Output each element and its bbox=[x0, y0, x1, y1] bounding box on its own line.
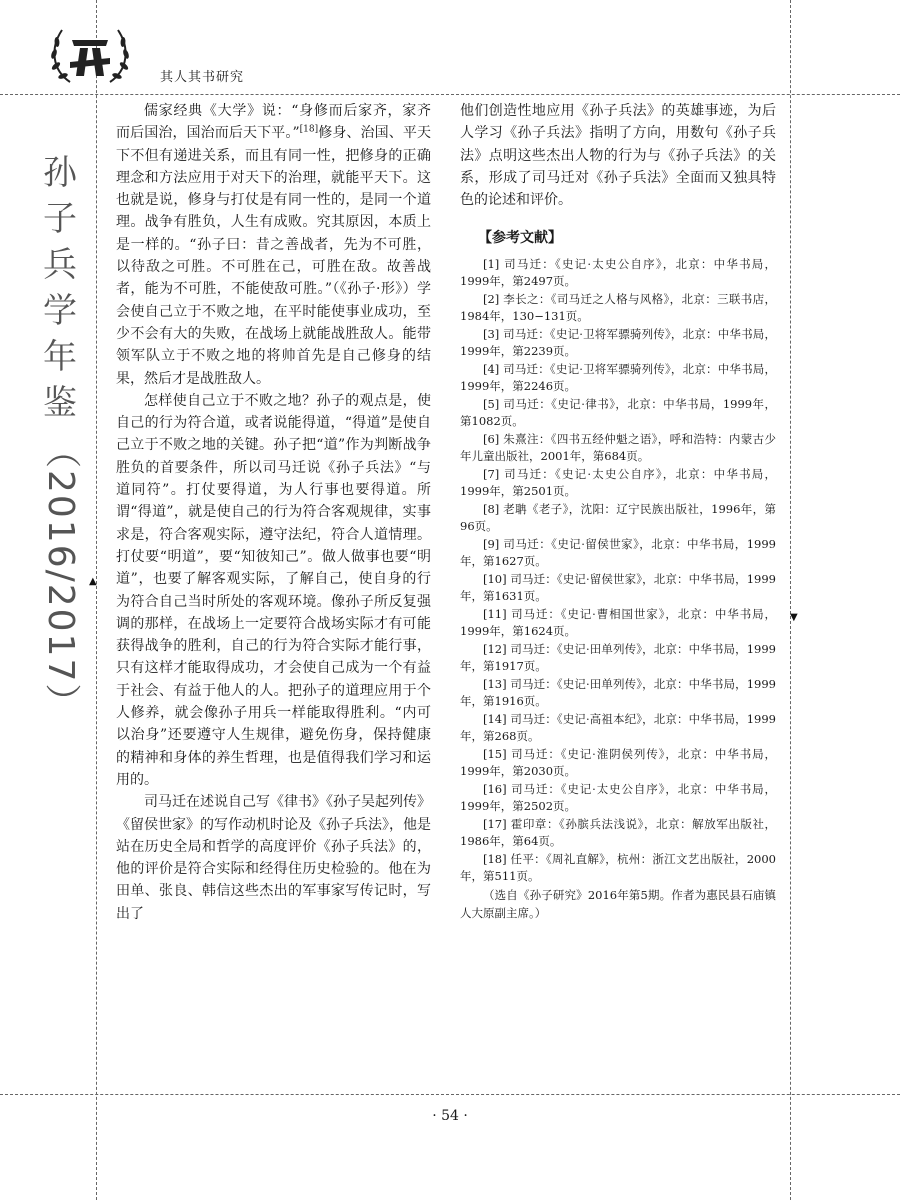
reference-item: [10] 司马迁：《史记·留侯世家》，北京：中华书局，1999年，第1631页。 bbox=[460, 571, 776, 604]
triangle-up-icon: ▲ bbox=[89, 576, 97, 587]
reference-item: [11] 司马迁：《史记·曹相国世家》，北京：中华书局，1999年，第1624页。 bbox=[460, 606, 776, 639]
section-title: 其人其书研究 bbox=[160, 70, 245, 85]
margin-rule-right bbox=[790, 0, 791, 1200]
reference-item: [3] 司马迁：《史记·卫将军骠骑列传》，北京：中华书局，1999年，第2239页。 bbox=[460, 326, 776, 359]
paragraph: 司马迁在述说自己写《律书》《孙子吴起列传》《留侯世家》的写作动机时论及《孙子兵法》，他是站在历史全局和哲学的高度评价《孙子兵法》的，他的评价是符合实际和经得住历史检验的。他在为田单、张良、韩信这些杰出的军事家写传记时，写出了 bbox=[116, 794, 431, 922]
quote-text: 儒家经典《大学》说：“身修而后家齐，家齐而后国治，国治而后天下平。” bbox=[116, 103, 431, 142]
paragraph: 怎样使自己立于不败之地？孙子的观点是，使自己的行为符合道，或者说能得道，“得道”是使自己立于不败之地的关键。孙子把“道”作为判断战争胜负的首要条件，所以司马迁说《孙子兵法》“与道同符”。打仗要得道，为人行事也要得道。所谓“得道”，就是使自己的行为符合客观规律，实事求是，符合客观实际，遵守法纪，符合人道情理。打仗要“明道”，要“知彼知己”。做人做事也要“明道”，也要了解客观实际，了解自己，使自身的行为符合自己当时所处的客观环境。像孙子所反复强调的那样，在战场上一定要符合战场实际才有可能获得战争的胜利，自己的行为符合实际才能行事，只有这样才能取得成功，才会使自己成为一个有益于社会、有益于他人的人。把孙子的道理应用于个人修养，就会像孙子用兵一样能取得胜利。“内可以治身”还要遵守人生规律，避免伤身，保持健康的精神和身体的养生哲理，也是值得我们学习和运用的。 bbox=[116, 392, 431, 788]
side-title-char: 年 bbox=[43, 337, 77, 377]
reference-item: [9] 司马迁：《史记·留侯世家》，北京：中华书局，1999年，第1627页。 bbox=[460, 536, 776, 569]
triangle-down-icon: ▼ bbox=[790, 612, 798, 623]
side-title-char: 鉴 bbox=[43, 383, 77, 423]
reference-item: [5] 司马迁：《史记·律书》，北京：中华书局，1999年，第1082页。 bbox=[460, 396, 776, 429]
reference-item: [2] 李长之：《司马迁之人格与风格》，北京：三联书店，1984年，130−131页。 bbox=[460, 291, 776, 324]
reference-item: [7] 司马迁：《史记·太史公自序》，北京：中华书局，1999年，第2501页。 bbox=[460, 466, 776, 499]
right-text-column bbox=[460, 100, 776, 922]
left-text-column bbox=[116, 100, 431, 925]
paragraph bbox=[116, 100, 431, 390]
reference-item: [6] 朱熹注：《四书五经仲魁之语》，呼和浩特：内蒙古少年儿童出版社，2001年，第684页。 bbox=[460, 431, 776, 464]
header-rule bbox=[0, 94, 900, 95]
references-list bbox=[460, 256, 776, 886]
yearbook-logo-icon bbox=[40, 18, 140, 90]
side-title-char: 子 bbox=[43, 199, 77, 239]
margin-rule-left bbox=[96, 0, 97, 1200]
side-title-year: （2016/2017） bbox=[40, 432, 81, 722]
references-heading: 【参考文献】 bbox=[478, 230, 562, 247]
reference-item: [4] 司马迁：《史记·卫将军骠骑列传》，北京：中华书局，1999年，第2246页。 bbox=[460, 361, 776, 394]
reference-item: [14] 司马迁：《史记·高祖本纪》，北京：中华书局，1999年，第268页。 bbox=[460, 711, 776, 744]
reference-item: [12] 司马迁：《史记·田单列传》，北京：中华书局，1999年，第1917页。 bbox=[460, 641, 776, 674]
source-note: （选自《孙子研究》2016年第5期。作者为惠民县石庙镇人大原副主席。） bbox=[460, 887, 776, 920]
reference-item: [1] 司马迁：《史记·太史公自序》，北京：中华书局，1999年，第2497页。 bbox=[460, 256, 776, 289]
reference-item: [8] 老聃《老子》，沈阳：辽宁民族出版社，1996年，第96页。 bbox=[460, 501, 776, 534]
yearbook-side-title bbox=[30, 150, 90, 721]
reference-item: [15] 司马迁：《史记·淮阴侯列传》，北京：中华书局，1999年，第2030页。 bbox=[460, 746, 776, 779]
side-title-char: 孙 bbox=[43, 153, 77, 193]
side-title-char: 学 bbox=[43, 291, 77, 331]
reference-item: [13] 司马迁：《史记·田单列传》，北京：中华书局，1999年，第1916页。 bbox=[460, 676, 776, 709]
paragraph: 他们创造性地应用《孙子兵法》的英雄事迹，为后人学习《孙子兵法》指明了方向，用数句《孙子兵法》点明这些杰出人物的行为与《孙子兵法》的关系，形成了司马迁对《孙子兵法》全面而又独具特色的论述和评价。 bbox=[460, 103, 776, 209]
reference-item: [17] 霍印章：《孙膑兵法浅说》，北京：解放军出版社，1986年，第64页。 bbox=[460, 816, 776, 849]
page-number: · 54 · bbox=[432, 1108, 468, 1124]
reference-item: [16] 司马迁：《史记·太史公自序》，北京：中华书局，1999年，第2502页。 bbox=[460, 781, 776, 814]
side-title-char: 兵 bbox=[43, 245, 77, 285]
citation-marker: [18] bbox=[299, 124, 319, 135]
paragraph-text: 修身、治国、平天下不但有递进关系，而且有同一性，把修身的正确理念和方法应用于对天下的治理，就能平天下。这也就是说，修身与打仗是有同一性的，是同一个道理。战争有胜负，人生有成败。究其原因，本质上是一样的。“孙子曰：昔之善战者，先为不可胜，以待敌之可胜。不可胜在己，可胜在敌。故善战者，能为不可胜，不能使敌可胜。”（《孙子·形》）学会使自己立于不败之地，在平时能使事业成功，至少不会有大的失败，在战场上就能战胜敌人。能带领军队立于不败之地的将帅首先是自己修身的结果，然后才是战胜敌人。 bbox=[116, 125, 431, 387]
reference-item: [18] 任平：《周礼直解》，杭州：浙江文艺出版社，2000年，第511页。 bbox=[460, 851, 776, 884]
footer-rule bbox=[0, 1094, 900, 1095]
